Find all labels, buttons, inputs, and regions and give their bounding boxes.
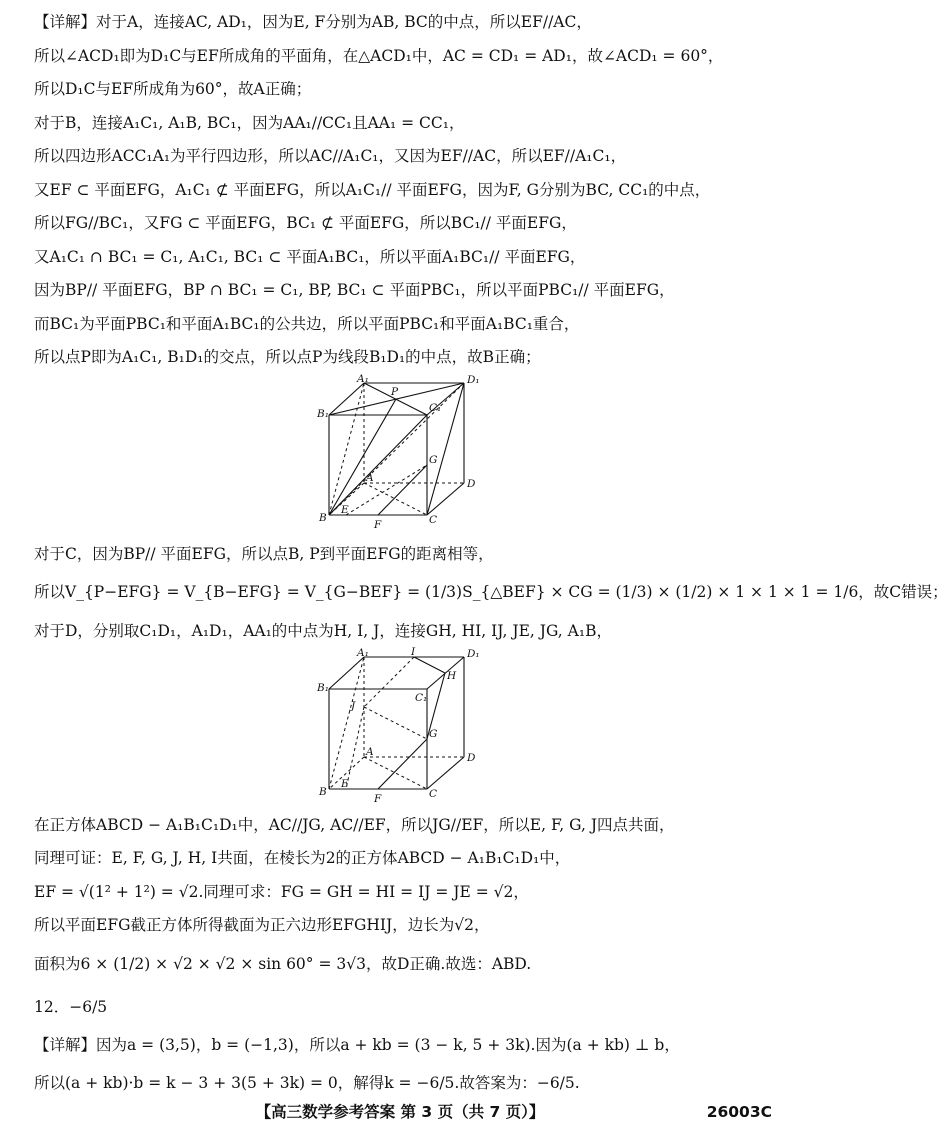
text-line: 对于B，连接A₁C₁, A₁B, BC₁，因为AA₁//CC₁且AA₁ = CC₁， <box>34 113 465 132</box>
vertex-label: B <box>319 511 327 524</box>
text-line: 又A₁C₁ ∩ BC₁ = C₁, A₁C₁, BC₁ ⊂ 平面A₁BC₁，所以平面A₁BC₁// 平面EFG， <box>34 247 586 266</box>
page-footer <box>0 1098 800 1128</box>
text-line: 所以D₁C与EF所成角为60°，故A正确； <box>34 80 312 99</box>
text-line: 所以四边形ACC₁A₁为平行四边形，所以AC//A₁C₁，又因为EF//AC，所以EF//A₁C₁， <box>34 147 627 166</box>
vertex-label: C <box>429 513 438 526</box>
text-line: EF = √(1² + 1²) = √2.同理可求：FG = GH = HI = IJ = JE = √2， <box>34 882 529 901</box>
vertex-label: P <box>391 385 399 398</box>
vertex-label: D₁ <box>467 373 480 386</box>
footer-code: 26003C <box>706 1103 772 1122</box>
cube-figure-2 <box>34 645 774 809</box>
vertex-label: G <box>429 727 438 740</box>
vertex-label: E <box>341 503 349 516</box>
vertex-label: C <box>429 787 438 800</box>
text-line: 所以(a + kb)·b = k − 3 + 3(5 + 3k) = 0，解得k = −6/5.故答案为：−6/5. <box>34 1074 580 1093</box>
vertex-label: H <box>447 669 457 682</box>
question-number-answer: 12．−6/5 <box>34 997 108 1016</box>
vertex-label: I <box>411 645 416 658</box>
vertex-label: G <box>429 453 438 466</box>
vertex-label: J <box>351 699 356 712</box>
text-line: 所以点P即为A₁C₁, B₁D₁的交点，所以点P为线段B₁D₁的中点，故B正确； <box>34 348 541 367</box>
text-line: 对于C，因为BP// 平面EFG，所以点B, P到平面EFG的距离相等， <box>34 544 494 563</box>
text-line: 所以V_{P−EFG} = V_{B−EFG} = V_{G−BEF} = (1/3)S_{△BEF} × CG = (1/3) × (1/2) × 1 × 1 × 1 = 1/6，故C错误； <box>34 583 948 602</box>
text-line: 【详解】因为a = (3,5)，b = (−1,3)，所以a + kb = (3 − k, 5 + 3k).因为(a + kb) ⊥ b， <box>34 1035 680 1054</box>
text-line: 所以FG//BC₁，又FG ⊂ 平面EFG，BC₁ ⊄ 平面EFG，所以BC₁// 平面EFG， <box>34 214 577 233</box>
vertex-label: B₁ <box>317 407 329 420</box>
vertex-label: A <box>366 745 374 758</box>
vertex-label: D <box>467 751 476 764</box>
text-line: 所以平面EFG截正方体所得截面为正六边形EFGHIJ，边长为√2， <box>34 916 490 935</box>
vertex-label: E <box>341 777 349 790</box>
text-line: 面积为6 × (1/2) × √2 × √2 × sin 60° = 3√3，故D正确.故选：ABD. <box>34 954 532 973</box>
vertex-label: D₁ <box>467 647 480 660</box>
vertex-label: F <box>374 518 382 531</box>
vertex-label: C₁ <box>415 691 428 704</box>
text-line: 而BC₁为平面PBC₁和平面A₁BC₁的公共边，所以平面PBC₁和平面A₁BC₁重合， <box>34 314 580 333</box>
vertex-label: D <box>467 477 476 490</box>
vertex-label: F <box>374 792 382 805</box>
text-line: 所以∠ACD₁即为D₁C与EF所成角的平面角，在△ACD₁中，AC = CD₁ = AD₁，故∠ACD₁ = 60°， <box>34 46 724 65</box>
text-line: 对于D，分别取C₁D₁，A₁D₁，AA₁的中点为H, I, J，连接GH, HI, IJ, JE, JG, A₁B， <box>34 622 612 641</box>
cube-diagram-1 <box>317 372 489 535</box>
text-line: 又EF ⊂ 平面EFG，A₁C₁ ⊄ 平面EFG，所以A₁C₁// 平面EFG，因为F, G分别为BC, CC₁的中点， <box>34 180 711 199</box>
text-line: 在正方体ABCD − A₁B₁C₁D₁中，AC//JG, AC//EF，所以JG//EF，所以E, F, G, J四点共面， <box>34 815 675 834</box>
vertex-label: A₁ <box>357 646 369 659</box>
cube-figure-1 <box>34 372 774 538</box>
text-line: 同理可证：E, F, G, J, H, I共面，在棱长为2的正方体ABCD − A₁B₁C₁D₁中， <box>34 849 571 868</box>
vertex-label: B <box>319 785 327 798</box>
footer-page-info: 【高三数学参考答案 第 3 页（共 7 页）】 <box>255 1103 545 1122</box>
text-line: 【详解】对于A，连接AC, AD₁，因为E, F分别为AB, BC的中点，所以EF//AC， <box>34 13 592 32</box>
vertex-label: B₁ <box>317 681 329 694</box>
vertex-label: A <box>366 471 374 484</box>
vertex-label: C₁ <box>429 401 442 414</box>
cube-diagram-2 <box>317 645 489 809</box>
vertex-label: A₁ <box>357 372 369 385</box>
text-line: 因为BP// 平面EFG，BP ∩ BC₁ = C₁, BP, BC₁ ⊂ 平面PBC₁，所以平面PBC₁// 平面EFG， <box>34 281 675 300</box>
